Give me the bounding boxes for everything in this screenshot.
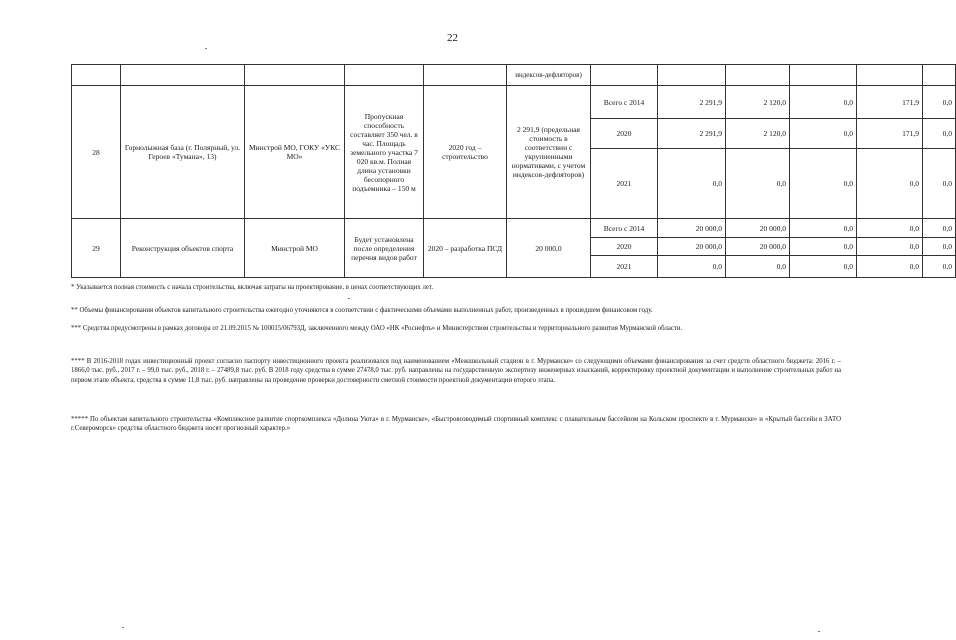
table-row — [72, 86, 956, 119]
value-cell: 0,0 — [790, 238, 857, 256]
project-customer: Минстрой МО, ГОКУ «УКС МО» — [245, 86, 345, 219]
project-period: 2020 год – строительство — [424, 86, 507, 219]
continuation-cell: индексов-дефляторов) — [507, 65, 591, 86]
footnote-3: *** Средства предусмотрены в рамках договора от 21.09.2015 № 100015/06793Д, заключенного между ОАО «НК «Роснефть» и Министерством строительства и территориального развития Мурманской области. — [71, 325, 683, 332]
project-number: 28 — [72, 86, 121, 219]
year-label: 2020 — [591, 238, 658, 256]
year-label: 2020 — [591, 119, 658, 149]
value-cell: 0,0 — [658, 256, 726, 278]
value-cell: 0,0 — [790, 86, 857, 119]
project-name: Горнолыжная база (г. Полярный, ул. Героев «Тумана», 13) — [121, 86, 245, 219]
value-cell: 0,0 — [857, 256, 923, 278]
value-cell: 2 120,0 — [726, 86, 790, 119]
footnote-2: ** Объемы финансирования объектов капитального строительства ежегодно уточняются в соответствии с фактическими объемами выполненных работ, произведенных в прошедшем финансовом году. — [71, 307, 653, 314]
project-cost: 20 000,0 — [507, 219, 591, 278]
value-cell: 0,0 — [923, 119, 956, 149]
table-row — [72, 219, 956, 238]
year-label: Всего с 2014 — [591, 86, 658, 119]
footnote-5: ***** По объектам капитального строительства «Комплексное развитие спорткомплекса «Долина Уюта» в г. Мурманске», «Быстровозводимый спортивный комплекс с плавательным бассейном на Кольском проспекте в г. Мурманске» и «Крытый бассейн в ЗАТО г.Североморск» средства областного бюджета носят прогнозный характер.» — [71, 416, 841, 433]
value-cell: 0,0 — [790, 219, 857, 238]
value-cell: 0,0 — [923, 256, 956, 278]
year-label: 2021 — [591, 149, 658, 219]
value-cell: 0,0 — [790, 256, 857, 278]
value-cell: 0,0 — [726, 256, 790, 278]
value-cell: 171,9 — [857, 86, 923, 119]
project-capacity: Будет установлена после определения перечня видов работ — [345, 219, 424, 278]
scan-speck — [205, 48, 207, 49]
value-cell: 20 000,0 — [726, 219, 790, 238]
page-number: 22 — [447, 32, 458, 44]
value-cell: 0,0 — [923, 219, 956, 238]
scan-speck — [818, 631, 820, 632]
footnote-4: **** В 2016-2018 годах инвестиционный проект согласно паспорту инвестиционного проекта реализовался под наименованием «Межшкольный стадион в г. Мурманске» со следующими объемами финансирования за счет средств областного бюджета: 2016 г. – 1866,0 тыс. руб., 2017 г. – 99,0 тыс. руб., 2018 г. – 27489,8 тыс. руб. В 2018 году средства в сумме 27478,0 тыс. руб. направлены на государственную экспертизу инженерных изысканий, корректировку проектной документации и выполнение строительных работ на первом этапе объекта, средства в сумме 11,8 тыс. руб. направлены на проведение проверки достоверности сметной стоимости проектной документации второго этапа. — [71, 358, 841, 384]
value-cell: 2 120,0 — [726, 119, 790, 149]
value-cell: 0,0 — [857, 149, 923, 219]
value-cell: 2 291,9 — [658, 86, 726, 119]
value-cell: 20 000,0 — [658, 238, 726, 256]
project-cost: 2 291,9 (предельная стоимость в соответствии с укрупненными нормативами, с учетом индексов-дефляторов) — [507, 86, 591, 219]
value-cell: 0,0 — [923, 238, 956, 256]
scan-speck — [122, 627, 124, 628]
value-cell: 0,0 — [857, 219, 923, 238]
value-cell: 0,0 — [923, 149, 956, 219]
table-row-continuation — [72, 65, 956, 86]
project-capacity: Пропускная способность составляет 350 чел. в час. Площадь земельного участка 7 020 кв.м. Полная длина установки бесопорного подъемника – 150 м — [345, 86, 424, 219]
project-name: Реконструкция объектов спорта — [121, 219, 245, 278]
value-cell: 0,0 — [923, 86, 956, 119]
footnote-1: * Указывается полная стоимость с начала строительства, включая затраты на проектирование, в ценах соответствующих лет. — [71, 284, 434, 291]
value-cell: 0,0 — [790, 149, 857, 219]
value-cell: 20 000,0 — [726, 238, 790, 256]
project-customer: Минстрой МО — [245, 219, 345, 278]
year-label: Всего с 2014 — [591, 219, 658, 238]
value-cell: 20 000,0 — [658, 219, 726, 238]
year-label: 2021 — [591, 256, 658, 278]
financing-table — [71, 64, 956, 278]
value-cell: 0,0 — [857, 238, 923, 256]
value-cell: 2 291,9 — [658, 119, 726, 149]
value-cell: 0,0 — [658, 149, 726, 219]
value-cell: 0,0 — [726, 149, 790, 219]
value-cell: 0,0 — [790, 119, 857, 149]
project-period: 2020 – разработка ПСД — [424, 219, 507, 278]
value-cell: 171,9 — [857, 119, 923, 149]
project-number: 29 — [72, 219, 121, 278]
scan-speck — [348, 298, 350, 299]
